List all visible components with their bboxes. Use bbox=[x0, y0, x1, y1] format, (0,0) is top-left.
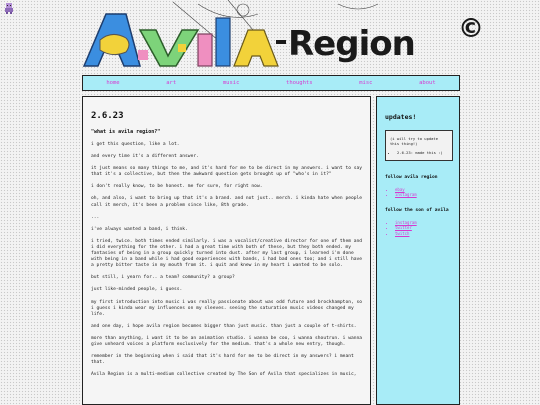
post-paragraph: just like-minded people, i guess. bbox=[91, 287, 183, 293]
post-paragraph: remember in the beginning when i said that it's hard for me to be direct in my answers? i meant that. bbox=[91, 354, 354, 366]
post-paragraph: it just means so many things to me, and it's hard for me to be direct in my answers. i want to say that it's a collective, but then the awkward question gets brought up of "who's in it?" bbox=[91, 166, 363, 178]
follow-son-links bbox=[385, 220, 453, 236]
post-paragraph: i don't really know, to be honest. me for sure, for right now. bbox=[91, 184, 263, 190]
post-paragraph: i tried, twice. both times ended similarly. i was a vocalist/creative director for one of them and i did everything for the other. i had a great time with both of these, but they both ended. my fantasies of being in a group quickly turned into dust. after my last group, i learned i'm done with being in a band while i had good experiences with bands, i had bad ones too; and i still have a pretty bitter taste in my mouth from it. i quit and knew in my heart i wanted to be solo. bbox=[91, 238, 363, 269]
twitch-link[interactable]: twitch bbox=[395, 230, 410, 236]
post-date: 2.6.23 bbox=[91, 111, 124, 121]
site-banner bbox=[78, 0, 484, 74]
nav-home-link[interactable]: home bbox=[106, 80, 120, 86]
link-item bbox=[395, 231, 453, 236]
post-paragraph: and one day, i hope avila region becomes bigger than just music. than just a couple of t-shirts. bbox=[91, 323, 357, 329]
post-paragraph: my first introduction into music i was really passionate about was odd future and brockhampton, so i guess i kinda wear my influences on my sleeves. seeing the saturation music videos changed my life. bbox=[91, 299, 363, 317]
post-paragraph: more than anything, i want it to be an animation studio. i wanna be coo, i wanna shoutrun. i wanna give unheard voices a platform exclusively for the medium. that's a whole new entry, though. bbox=[91, 335, 363, 347]
post-paragraph: and every time it's a different answer. bbox=[91, 154, 199, 160]
corner-character-icon bbox=[3, 2, 15, 14]
main-navbar bbox=[82, 75, 460, 91]
post-paragraph: ... bbox=[91, 214, 100, 220]
logo-wordmark: Region bbox=[288, 24, 415, 64]
post-paragraph: i've always wanted a band, i think. bbox=[91, 226, 188, 232]
post-panel bbox=[82, 96, 371, 405]
son-instagram-link[interactable]: instagram bbox=[395, 219, 417, 225]
sidebar bbox=[376, 96, 460, 405]
copyright-symbol: © bbox=[458, 14, 484, 44]
update-item: • 2.6.23: made this :) bbox=[397, 150, 448, 155]
nav-thoughts-link[interactable]: thoughts bbox=[286, 80, 313, 86]
nav-misc-link[interactable]: misc bbox=[359, 80, 373, 86]
nav-about-link[interactable]: about bbox=[419, 80, 436, 86]
nav-music-link[interactable]: music bbox=[222, 80, 240, 86]
follow-son-heading: follow the son of avila bbox=[385, 207, 449, 213]
twitter-link[interactable]: twitter bbox=[395, 225, 412, 231]
post-content bbox=[83, 97, 370, 378]
link-item bbox=[395, 192, 453, 197]
updates-intro: (i will try to update this thing!) bbox=[390, 136, 439, 146]
post-paragraph: Avila Region is a multi-medium collective created by The Son of Avila that specializes in music, bbox=[91, 372, 357, 378]
updates-list bbox=[390, 150, 448, 155]
updates-title: updates! bbox=[385, 113, 417, 121]
post-paragraph: i get this question, like a lot. bbox=[91, 142, 180, 147]
region-instagram-link[interactable]: instagram bbox=[395, 192, 417, 198]
post-paragraph: oh, and also, i want to bring up that it's a brand. and not just.. merch. i kinda hate when people call it merch, it's been a problem since like, 8th grade. bbox=[91, 196, 363, 208]
post-paragraph: but still, i yearn for.. a team? community? a group? bbox=[91, 275, 235, 281]
follow-region-heading: follow avila region bbox=[385, 175, 438, 180]
follow-region-links bbox=[385, 187, 453, 198]
updates-box bbox=[385, 130, 453, 161]
nav-art-link[interactable]: art bbox=[166, 80, 177, 86]
ebay-link[interactable]: ebay bbox=[395, 187, 405, 192]
post-question: "what is avila region?" bbox=[91, 129, 161, 135]
